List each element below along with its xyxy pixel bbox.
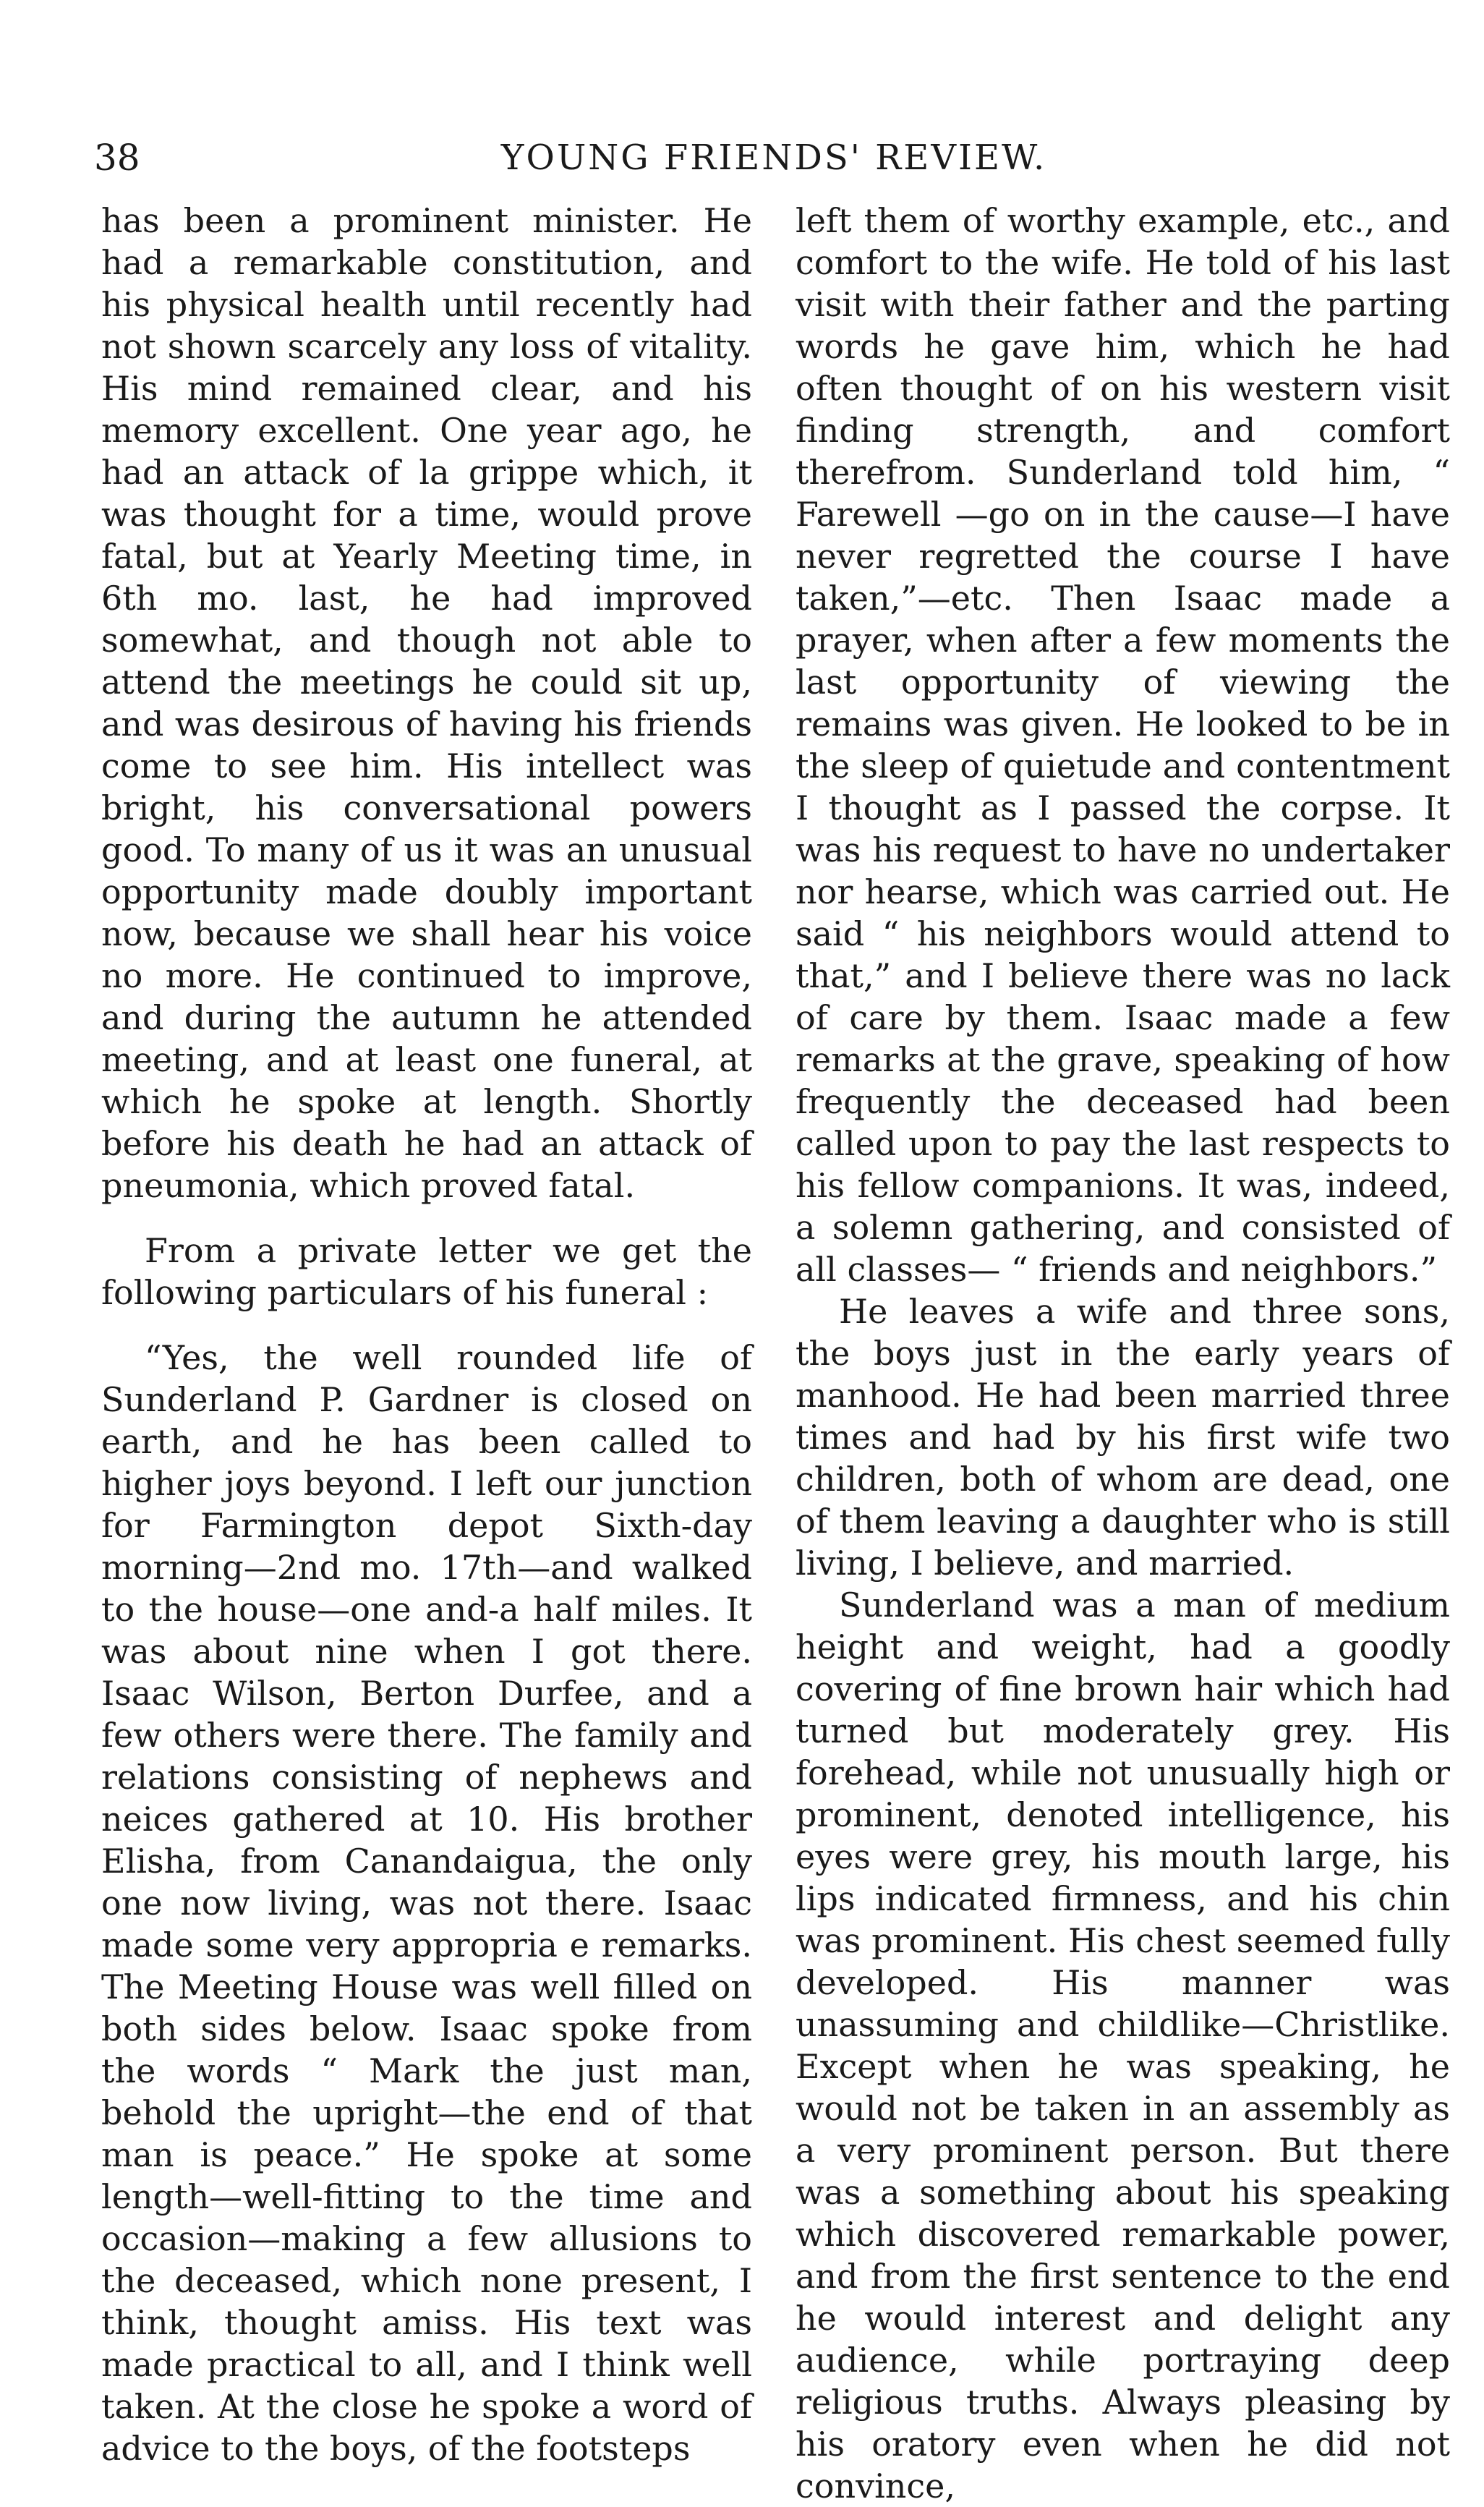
page-header [94, 129, 1454, 187]
page-number: 38 [94, 137, 140, 179]
paragraph: He leaves a wife and three sons, the boys just in the early years of manhood. He had been married three times and had by his first wife two children, both of whom are dead, one of them leaving a daughter who is still living, I believe, and married. [796, 1292, 1450, 1583]
running-head: YOUNG FRIENDS' REVIEW. [500, 137, 1047, 178]
paragraph: “Yes, the well rounded life of Sunderland P. Gardner is closed on earth, and he has been called to higher joys beyond. I left our junction for Farmington depot Sixth-day morning—2nd mo. 17th—and walked to the house—one and-a half miles. It was about nine when I got there. Isaac Wilson, Berton Durfee, and a few others were there. The family and relations consisting of nephews and neices gathered at 10. His brother Elisha, from Canandaigua, the only one now living, was not there. Isaac made some very appropria e remarks. The Meeting House was well filled on both sides below. Isaac spoke from the words “ Mark the just man, behold the upright—the end of that man is peace.” He spoke at some length—well-fitting to the time and occasion—making a few allusions to the deceased, which none present, I think, thought amiss. His text was made practical to all, and I think well taken. At the close he spoke a word of advice to the boys, of the footsteps [101, 1338, 752, 2468]
left-column [101, 200, 752, 2469]
paragraph: From a private letter we get the following particulars of his funeral : [101, 1231, 752, 1312]
right-column [796, 200, 1450, 2507]
paragraph: left them of worthy example, etc., and comfort to the wife. He told of his last visit with their father and the parting words he gave him, which he had often thought of on his western visit finding strength, and comfort therefrom. Sunderland told him, “ Farewell —go on in the cause—I have never regretted the course I have taken,”—etc. Then Isaac made a prayer, when after a few moments the last opportunity of viewing the remains was given. He looked to be in the sleep of quietude and contentment I thought as I passed the corpse. It was his request to have no undertaker nor hearse, which was carried out. He said “ his neighbors would attend to that,” and I believe there was no lack of care by them. Isaac made a few remarks at the grave, speaking of how frequently the deceased had been called upon to pay the last respects to his fellow companions. It was, indeed, a solemn gathering, and consisted of all classes— “ friends and neighbors.” [796, 201, 1450, 1289]
paragraph: has been a prominent minister. He had a remarkable constitution, and his physical health until recently had not shown scarcely any loss of vitality. His mind remained clear, and his memory excellent. One year ago, he had an attack of la grippe which, it was thought for a time, would prove fatal, but at Yearly Meeting time, in 6th mo. last, he had improved somewhat, and though not able to attend the meetings he could sit up, and was desirous of having his friends come to see him. His intellect was bright, his conversational powers good. To many of us it was an unusual opportunity made doubly important now, because we shall hear his voice no more. He continued to improve, and during the autumn he attended meeting, and at least one funeral, at which he spoke at length. Shortly before his death he had an attack of pneumonia, which proved fatal. [101, 201, 752, 1205]
paragraph: Sunderland was a man of medium height and weight, had a goodly covering of fine brown hair which had turned but moderately grey. His forehead, while not unusually high or prominent, denoted intelligence, his eyes were grey, his mouth large, his lips indicated firmness, and his chin was prominent. His chest seemed fully developed. His manner was unassuming and childlike—Christlike. Except when he was speaking, he would not be taken in an assembly as a very prominent person. But there was a something about his speaking which discovered remarkable power, and from the first sentence to the end he would interest and delight any audience, while portraying deep religious truths. Always pleasing by his oratory even when he did not convince, [796, 1586, 1450, 2506]
